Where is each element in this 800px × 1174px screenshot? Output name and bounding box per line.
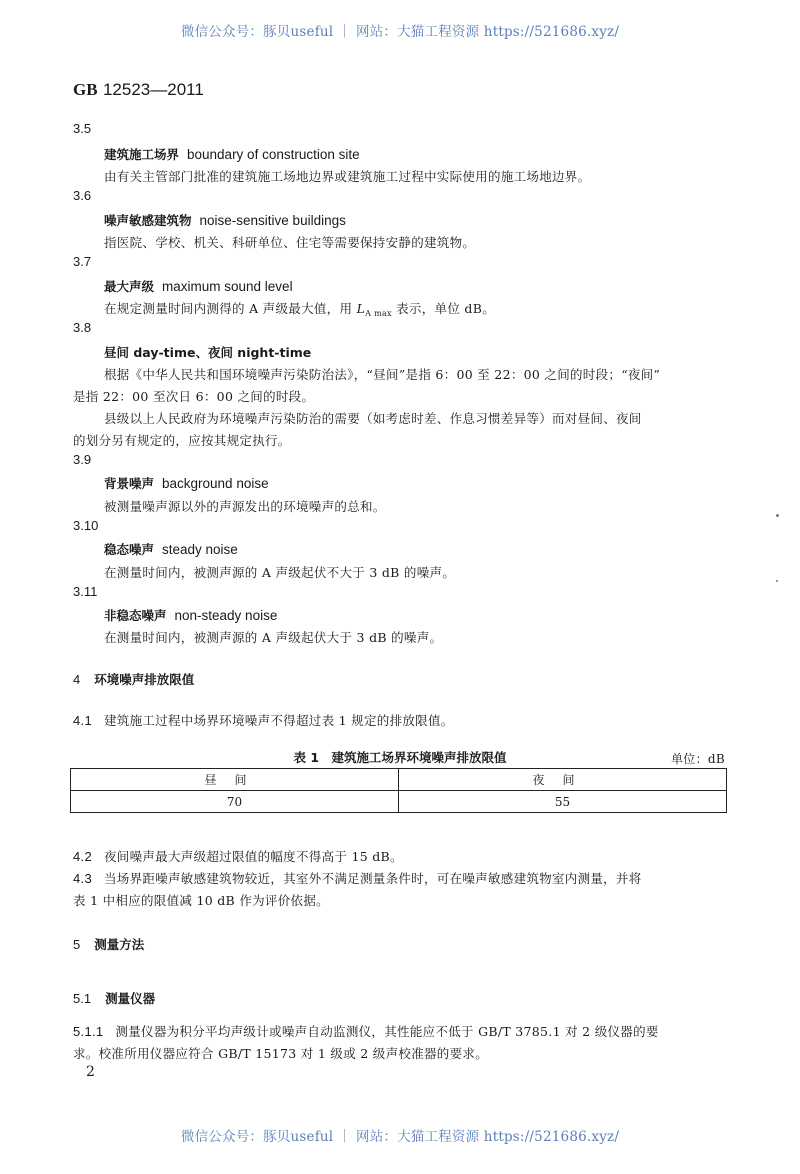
clause-text: 当场界距噪声敏感建筑物较近，其室外不满足测量条件时，可在噪声敏感建筑物室内测量，并将 <box>103 871 642 886</box>
clause-4-1 <box>73 711 454 729</box>
clause-number: 5.1.1 <box>73 1024 104 1039</box>
symbol-L: L <box>356 301 366 316</box>
term-en: steady noise <box>162 542 238 557</box>
term-heading <box>104 606 277 624</box>
standard-number: 12523—2011 <box>102 80 204 99</box>
clause-text: 测量仪器为积分平均声级计或噪声自动监测仪，其性能应不低于 GB/T 3785.1 对 2 级仪器的要 <box>115 1024 659 1039</box>
clause-4-3-continued: 表 1 中相应的限值减 10 dB 作为评价依据。 <box>73 893 329 908</box>
term-definition: 由有关主管部门批准的建筑施工场地边界或建筑施工过程中实际使用的施工场地边界。 <box>104 169 591 184</box>
table-cell-nighttime-limit: 55 <box>399 791 727 813</box>
noise-limits-table <box>70 768 727 813</box>
subsection-title: 测量仪器 <box>105 991 156 1006</box>
table-header-daytime: 昼间 <box>71 769 399 791</box>
subsection-number: 5.1 <box>73 991 92 1006</box>
term-heading <box>104 474 269 492</box>
clause-4-3 <box>73 869 642 887</box>
standard-number-header <box>73 80 204 100</box>
term-heading <box>104 540 238 558</box>
clause-5-1-1 <box>73 1022 659 1040</box>
term-definition: 被测量噪声源以外的声源发出的环境噪声的总和。 <box>104 499 386 514</box>
section-number: 4 <box>73 672 81 687</box>
clause-number: 4.1 <box>73 713 92 728</box>
term-definition: 在测量时间内，被测声源的 A 声级起伏大于 3 dB 的噪声。 <box>104 630 443 645</box>
table-caption: 表 1 建筑施工场界环境噪声排放限值 <box>293 750 507 765</box>
term-heading <box>104 343 311 361</box>
term-zh: 噪声敏感建筑物 <box>104 213 192 228</box>
section-heading <box>73 935 144 953</box>
term-definition: 在测量时间内，被测声源的 A 声级起伏不大于 3 dB 的噪声。 <box>104 565 456 580</box>
term-heading <box>104 277 293 295</box>
clause-number: 3.11 <box>73 584 98 599</box>
section-number: 5 <box>73 937 81 952</box>
term-definition: 是指 22：00 至次日 6：00 之间的时段。 <box>73 389 315 404</box>
clause-number: 3.7 <box>73 254 92 269</box>
term-heading <box>104 145 360 163</box>
watermark-top: 微信公众号：豚贝useful ｜ 网站：大猫工程资源 https://521686.xyz/ <box>180 24 620 40</box>
clause-text: 夜间噪声最大声级超过限值的幅度不得高于 15 dB。 <box>103 849 403 864</box>
clause-number: 4.3 <box>73 871 92 886</box>
clause-number: 3.5 <box>73 121 92 136</box>
table-row <box>71 791 727 813</box>
section-title: 环境噪声排放限值 <box>94 672 195 687</box>
term-definition: 的划分另有规定的，应按其规定执行。 <box>73 433 291 448</box>
term-en: maximum sound level <box>162 279 293 294</box>
term-definition: 指医院、学校、机关、科研单位、住宅等需要保持安静的建筑物。 <box>104 235 476 250</box>
clause-number: 3.6 <box>73 188 92 203</box>
term-definition: 根据《中华人民共和国环境噪声污染防治法》，“昼间”是指 6：00 至 22：00 之间的时段；“夜间” <box>104 367 661 382</box>
term-zh: 昼间 day-time、夜间 night-time <box>104 345 312 360</box>
symbol-subscript: A max <box>365 309 392 318</box>
term-zh: 最大声级 <box>104 279 155 294</box>
clause-number: 4.2 <box>73 849 92 864</box>
term-definition: 县级以上人民政府为环境噪声污染防治的需要（如考虑时差、作息习惯差异等）而对昼间、夜间 <box>104 411 642 426</box>
clause-text: 建筑施工过程中场界环境噪声不得超过表 1 规定的排放限值。 <box>103 713 454 728</box>
section-heading <box>73 670 194 688</box>
term-zh: 背景噪声 <box>104 476 155 491</box>
clause-number: 3.10 <box>73 518 99 533</box>
term-en: background noise <box>162 476 269 491</box>
term-en: noise-sensitive buildings <box>199 213 346 228</box>
scan-speck <box>776 514 779 517</box>
term-heading <box>104 211 346 229</box>
term-definition: 在规定测量时间内测得的 A 声级最大值，用 $L_{A max}$ 表示，单位 dB。 <box>104 301 495 318</box>
clause-4-2 <box>73 847 403 865</box>
clause-number: 3.9 <box>73 452 92 467</box>
standard-prefix: GB <box>73 80 98 99</box>
page-number: 2 <box>86 1064 95 1080</box>
clause-number: 3.8 <box>73 320 92 335</box>
section-title: 测量方法 <box>94 937 145 952</box>
term-zh: 非稳态噪声 <box>104 608 167 623</box>
table-header-row <box>71 769 727 791</box>
term-zh: 稳态噪声 <box>104 542 155 557</box>
term-en: non-steady noise <box>174 608 278 623</box>
term-en: boundary of construction site <box>187 147 360 162</box>
watermark-bottom: 微信公众号：豚贝useful ｜ 网站：大猫工程资源 https://521686.xyz/ <box>180 1129 620 1145</box>
term-zh: 建筑施工场界 <box>104 147 180 162</box>
table-cell-daytime-limit: 70 <box>71 791 399 813</box>
table-unit: 单位：dB <box>670 752 725 766</box>
subsection-heading <box>73 989 155 1007</box>
clause-5-1-1-continued: 求。校准所用仪器应符合 GB/T 15173 对 1 级或 2 级声校准器的要求。 <box>73 1046 489 1061</box>
scan-speck <box>776 580 778 582</box>
table-header-nighttime: 夜间 <box>399 769 727 791</box>
